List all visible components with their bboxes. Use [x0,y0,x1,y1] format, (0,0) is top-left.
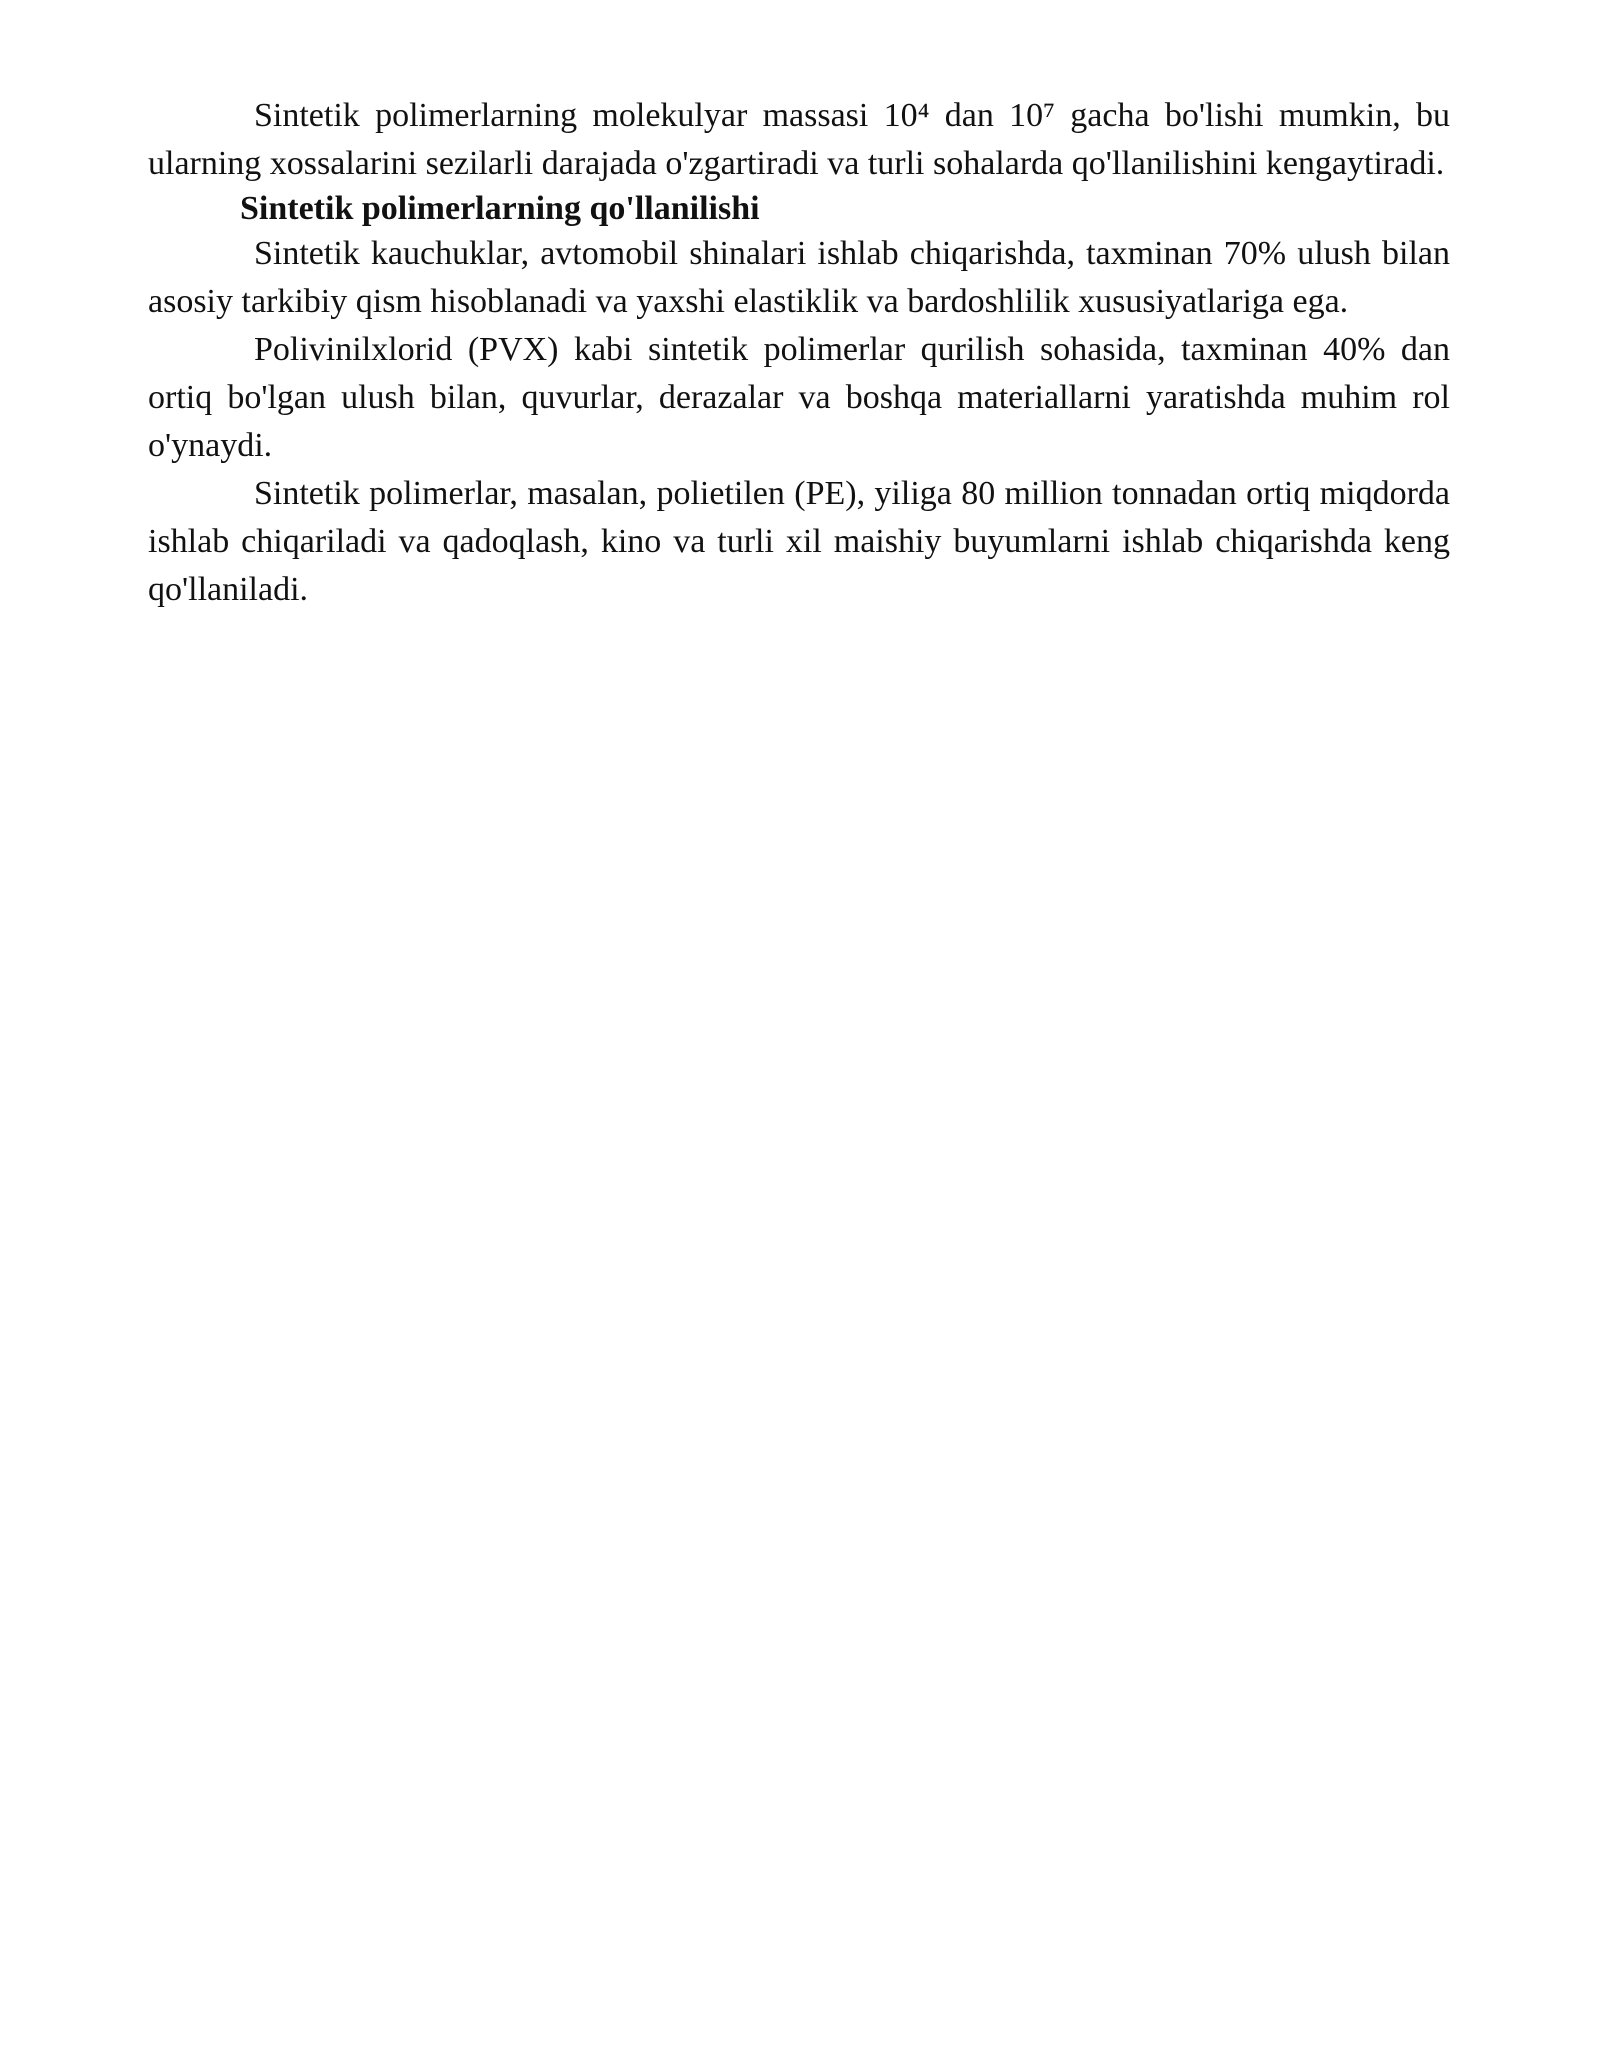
paragraph-molecular-mass: Sintetik polimerlarning molekulyar massasi 10⁴ dan 10⁷ gacha bo'lishi mumkin, bu ularning xossalarini sezilarli darajada o'zgartiradi va turli sohalarda qo'llanilishini kengaytiradi. [148,97,1450,182]
section-heading: Sintetik polimerlarning qo'llanilishi [240,190,760,227]
paragraph-synthetic-rubber: Sintetik kauchuklar, avtomobil shinalari ishlab chiqarishda, taxminan 70% ulush bilan asosiy tarkibiy qism hisoblanadi va yaxshi elastiklik va bardoshlilik xususiyatlariga ega. [148,235,1450,320]
paragraph-polyethylene: Sintetik polimerlar, masalan, polietilen (PE), yiligа 80 million tonnadan ortiq miqdorda ishlab chiqariladi va qadoqlash, kino va turli xil maishiy buyumlarni ishlab chiqarishda keng qo'llaniladi. [148,475,1450,608]
paragraph-pvc: Polivinilxlorid (PVX) kabi sintetik polimerlar qurilish sohasida, taxminan 40% dan ortiq bo'lgan ulush bilan, quvurlar, derazalar va boshqa materiallarni yaratishda muhim rol o'ynaydi. [148,331,1450,464]
document-body [148,92,1450,614]
